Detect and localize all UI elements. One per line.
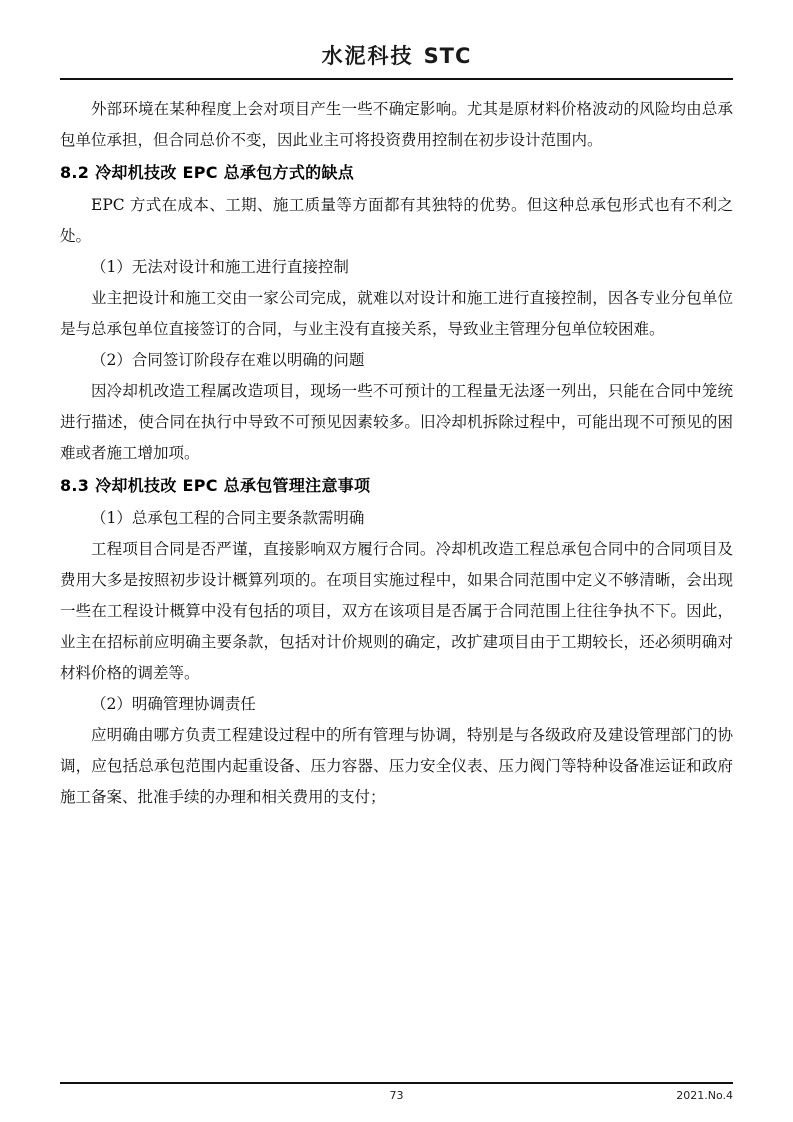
footer-divider: [60, 1082, 733, 1084]
section-heading-8-2: 8.2 冷却机技改 EPC 总承包方式的缺点: [60, 163, 355, 182]
issue-label: 2021.No.4: [676, 1089, 733, 1102]
paragraph-9: （2）明确管理协调责任: [91, 695, 256, 713]
paragraph-2: EPC 方式在成本、工期、施工质量等方面都有其独特的优势。但这种总承包形式也有不利之处。: [60, 196, 733, 245]
section-heading-8-3: 8.3 冷却机技改 EPC 总承包管理注意事项: [60, 476, 371, 495]
journal-title-cn: 水泥科技: [321, 43, 414, 68]
paragraph-3: （1）无法对设计和施工进行直接控制: [91, 258, 349, 276]
page-content-area: [60, 40, 733, 1092]
article-body: [60, 94, 733, 813]
paragraph-7: （1）总承包工程的合同主要条款需明确: [91, 509, 365, 527]
footer-row: [60, 1089, 733, 1102]
header-divider: [60, 78, 733, 80]
page-footer: [60, 1082, 733, 1102]
paragraph-1: 外部环境在某种程度上会对项目产生一些不确定影响。尤其是原材料价格波动的风险均由总承包单位承担，但合同总价不变，因此业主可将投资费用控制在初步设计范围内。: [60, 100, 733, 149]
page-header: [60, 40, 733, 76]
paragraph-10: 应明确由哪方负责工程建设过程中的所有管理与协调，特别是与各级政府及建设管理部门的协调，应包括总承包范围内起重设备、压力容器、压力安全仪表、压力阀门等特种设备准运证和政府施工备案、批准手续的办理和相关费用的支付；: [60, 726, 733, 806]
page-number: 73: [389, 1089, 404, 1102]
paragraph-4: 业主把设计和施工交由一家公司完成，就难以对设计和施工进行直接控制，因各专业分包单位是与总承包单位直接签订的合同，与业主没有直接关系，导致业主管理分包单位较困难。: [60, 289, 733, 338]
journal-title-en: STC: [423, 44, 472, 68]
paragraph-5: （2）合同签订阶段存在难以明确的问题: [91, 351, 365, 369]
paragraph-8: 工程项目合同是否严谨，直接影响双方履行合同。冷却机改造工程总承包合同中的合同项目及费用大多是按照初步设计概算列项的。在项目实施过程中，如果合同范围中定义不够清晰，会出现一些在工程设计概算中没有包括的项目，双方在该项目是否属于合同范围上往往争执不下。因此，业主在招标前应明确主要条款，包括对计价规则的确定，改扩建项目由于工期较长，还必须明确对材料价格的调差等。: [60, 540, 733, 682]
paragraph-6: 因冷却机改造工程属改造项目，现场一些不可预计的工程量无法逐一列出，只能在合同中笼统进行描述，使合同在执行中导致不可预见因素较多。旧冷却机拆除过程中，可能出现不可预见的困难或者施工增加项。: [60, 382, 733, 462]
